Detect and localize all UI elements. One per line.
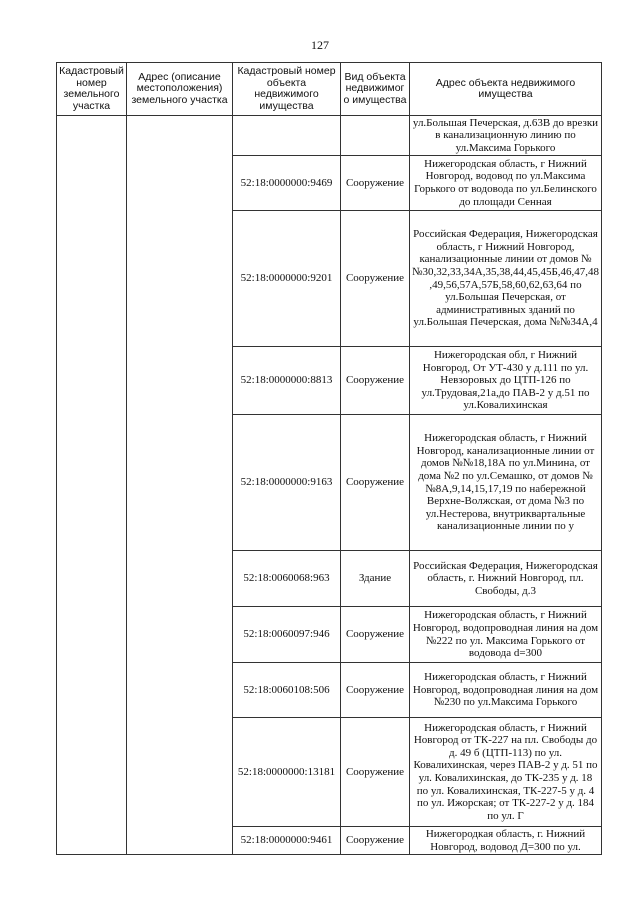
- object-type-cell: Сооружение: [341, 156, 410, 211]
- land-cadastral-cell: [57, 116, 127, 855]
- object-address-cell: Российская Федерация, Нижегородская область, г. Нижний Новгород, пл. Свободы, д.3: [410, 551, 602, 607]
- object-address-cell: Нижегородская область, г Нижний Новгород, водовод по ул.Максима Горького от водовода по ул.Белинского до площади Сенная: [410, 156, 602, 211]
- object-address-cell: Российская Федерация, Нижегородская область, г Нижний Новгород, канализационные линии от домов №№30,32,33,34А,35,38,44,45,45Б,46,47,48,49,56,57А,57Б,58,60,62,63,64 по ул.Большая Печерская, от административных зданий по ул.Большая Печерская, дома №№34А,4: [410, 211, 602, 347]
- object-type-cell: Здание: [341, 551, 410, 607]
- object-type-cell: Сооружение: [341, 607, 410, 663]
- object-cadastral-cell: [233, 116, 341, 156]
- object-address-cell: Нижегородская область, г Нижний Новгород, водопроводная линия на дом №230 по ул.Максима Горького: [410, 663, 602, 718]
- object-address-cell: ул.Большая Печерская, д.63В до врезки в канализационную линию по ул.Максима Горького: [410, 116, 602, 156]
- object-address-cell: Нижегородкая область, г. Нижний Новгород, водовод Д=300 по ул.: [410, 827, 602, 855]
- object-cadastral-cell: 52:18:0060068:963: [233, 551, 341, 607]
- header-land-address: Адрес (описание местоположения) земельного участка: [127, 63, 233, 116]
- header-land-cadastral: Кадастровый номер земельного участка: [57, 63, 127, 116]
- object-address-cell: Нижегородская область, г Нижний Новгород, водопроводная линия на дом №222 по ул. Максима Горького от водовода d=300: [410, 607, 602, 663]
- object-cadastral-cell: 52:18:0000000:9163: [233, 415, 341, 551]
- object-cadastral-cell: 52:18:0000000:9201: [233, 211, 341, 347]
- object-type-cell: Сооружение: [341, 663, 410, 718]
- object-address-cell: Нижегородская область, г Нижний Новгород от ТК-227 на пл. Свободы до д. 49 б (ЦТП-113) по ул. Ковалихинская, через ПАВ-2 у д. 51 по ул. Ковалихинская, до ТК-235 у д. 18 по ул. Ковалихинская, ТК-227-5 у д. 4 по ул. Ижорская; от ТК-227-2 у д. 184 по ул. Г: [410, 718, 602, 827]
- page-number: 127: [311, 38, 329, 52]
- object-address-cell: Нижегородская обл, г Нижний Новгород, От УТ-430 у д.111 по ул. Невзоровых до ЦТП-126 по ул.Трудовая,21а,до ПАВ-2 у д.51 по ул.Ковалихинская: [410, 347, 602, 415]
- object-type-cell: [341, 116, 410, 156]
- header-object-cadastral: Кадастровый номер объекта недвижимого имущества: [233, 63, 341, 116]
- object-type-cell: Сооружение: [341, 347, 410, 415]
- object-cadastral-cell: 52:18:0060097:946: [233, 607, 341, 663]
- object-type-cell: Сооружение: [341, 211, 410, 347]
- object-type-cell: Сооружение: [341, 718, 410, 827]
- object-cadastral-cell: 52:18:0000000:9469: [233, 156, 341, 211]
- land-address-cell: [127, 116, 233, 855]
- header-object-type: Вид объекта недвижимого имущества: [341, 63, 410, 116]
- table-row: [57, 116, 602, 156]
- object-type-cell: Сооружение: [341, 827, 410, 855]
- object-type-cell: Сооружение: [341, 415, 410, 551]
- object-cadastral-cell: 52:18:0000000:8813: [233, 347, 341, 415]
- table-header-row: [57, 63, 602, 116]
- object-cadastral-cell: 52:18:0060108:506: [233, 663, 341, 718]
- property-table: [56, 62, 602, 855]
- object-address-cell: Нижегородская область, г Нижний Новгород, канализационные линии от домов №№18,18А по ул.Минина, от дома №2 по ул.Семашко, от домов №№8А,9,14,15,17,19 по набережной Верхне-Волжская, от дома №3 по ул.Нестерова, внутриквартальные канализационные линии по у: [410, 415, 602, 551]
- object-cadastral-cell: 52:18:0000000:13181: [233, 718, 341, 827]
- header-object-address: Адрес объекта недвижимого имущества: [410, 63, 602, 116]
- object-cadastral-cell: 52:18:0000000:9461: [233, 827, 341, 855]
